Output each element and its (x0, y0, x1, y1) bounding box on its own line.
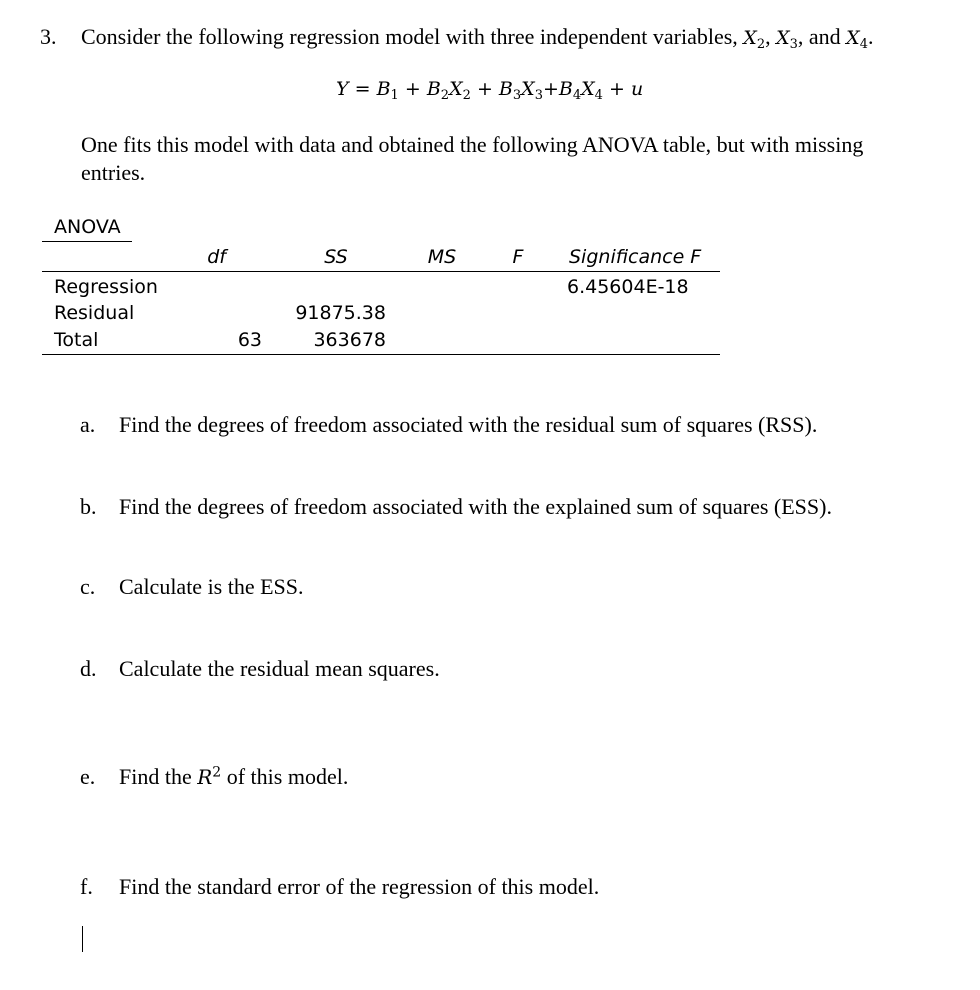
var-x2: $X_2$ (743, 27, 766, 52)
term-b4x4: $B_4X_4$ (558, 78, 603, 103)
header-df: df (207, 246, 226, 268)
part-c-text: Calculate is the ESS. (119, 574, 304, 599)
row-residual-ss: 91875.38 (295, 302, 386, 324)
part-f-letter: f. (80, 874, 93, 899)
question-number: 3. (40, 24, 57, 49)
anova-title: ANOVA (54, 216, 121, 238)
row-total-ss: 363678 (313, 329, 386, 351)
row-regression-sigf: 6.45604E-18 (567, 276, 689, 298)
fit-text-line-1: One fits this model with data and obtained the following ANOVA table, but with missing (81, 132, 864, 157)
part-d-letter: d. (80, 656, 97, 681)
question-intro-line: Consider the following regression model with three independent variables, $X_2$, $X_3$, and $X_4$. (81, 24, 874, 52)
header-ss: SS (324, 246, 348, 268)
term-b1: $B_1$ (376, 78, 399, 103)
anova-bottom-rule (42, 354, 720, 355)
part-b-letter: b. (80, 494, 97, 519)
and-word: and (808, 24, 841, 49)
fit-text-line-2: entries. (81, 160, 146, 185)
term-u: u (630, 78, 644, 100)
anova-top-rule (42, 271, 720, 272)
row-total-df: 63 (237, 329, 262, 351)
part-c-letter: c. (80, 574, 96, 599)
text-cursor[interactable] (82, 926, 83, 952)
var-x3: $X_3$ (776, 27, 798, 52)
header-ms: MS (427, 246, 457, 268)
part-e-text: Find the $R^2$ of this model. (119, 764, 349, 789)
row-total-label: Total (54, 329, 99, 351)
header-f: F (512, 246, 524, 268)
term-b3x3: $B_3X_3$ (498, 78, 543, 103)
regression-equation: $Y = B_1 + B_2X_2 + B_3X_3+B_4X_4 + u$ (336, 78, 644, 103)
row-residual-label: Residual (54, 302, 135, 324)
row-regression-label: Regression (54, 276, 158, 298)
term-b2x2: $B_2X_2$ (426, 78, 471, 103)
question-intro: Consider the following regression model with three independent variables, (81, 24, 738, 49)
anova-title-rule (42, 241, 132, 242)
part-d-text: Calculate the residual mean squares. (119, 656, 440, 681)
r-squared-symbol: $R^2$ (197, 764, 222, 789)
var-x4: $X_4$ (846, 27, 868, 52)
part-a-text: Find the degrees of freedom associated with the residual sum of squares (RSS). (119, 412, 818, 437)
equation-lhs: Y (336, 78, 349, 100)
header-significance-f: Significance F (569, 246, 702, 268)
part-e-letter: e. (80, 764, 96, 789)
part-b-text: Find the degrees of freedom associated with the explained sum of squares (ESS). (119, 494, 832, 519)
part-a-letter: a. (80, 412, 96, 437)
part-f-text: Find the standard error of the regression of this model. (119, 874, 600, 899)
